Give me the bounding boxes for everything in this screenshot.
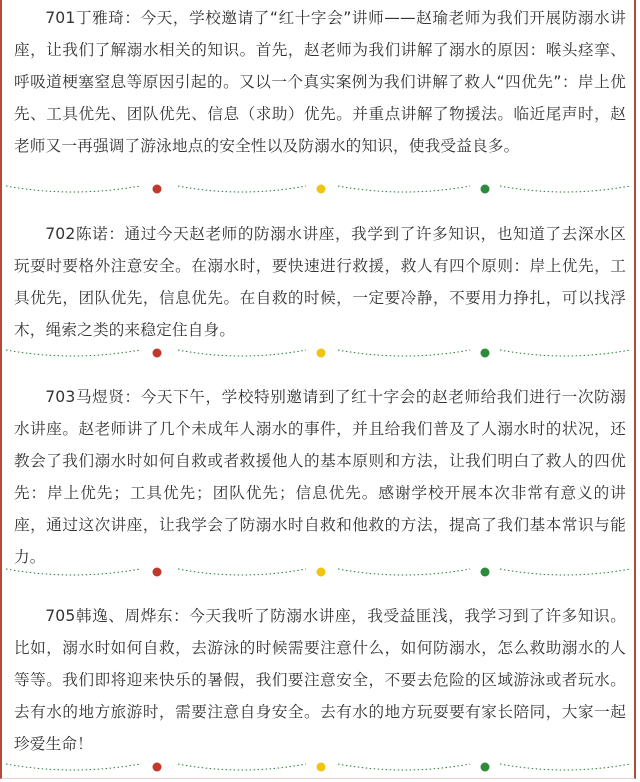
red-dot (153, 763, 162, 772)
green-dot (481, 763, 490, 772)
green-dot (481, 349, 490, 358)
dotted-divider (0, 344, 636, 364)
divider-graphic (0, 563, 636, 583)
divider-arc (6, 569, 140, 575)
divider-arc (6, 186, 140, 192)
divider-arc (6, 764, 140, 770)
divider-arc (338, 569, 470, 575)
dotted-divider (0, 758, 636, 778)
yellow-dot (317, 763, 326, 772)
comment-paragraph-702: 702陈诺：通过今天赵老师的防溺水讲座，我学到了许多知识，也知道了去深水区玩耍时要格外注意安全。在溺水时，要快速进行救援，救人有四个原则：岸上优先，工具优先，团队优先，信息优先。在自救的时候，一定要冷静，不要用力挣扎，可以找浮木，绳索之类的来稳定住自身。 (14, 225, 626, 339)
dotted-divider (0, 180, 636, 200)
divider-graphic (0, 180, 636, 200)
yellow-dot (317, 185, 326, 194)
divider-arc (338, 764, 470, 770)
divider-arc (178, 186, 306, 192)
divider-arc (178, 350, 306, 356)
divider-arc (178, 764, 306, 770)
divider-arc (500, 350, 630, 356)
red-dot (153, 349, 162, 358)
divider-arc (338, 186, 470, 192)
comment-paragraph-701: 701丁雅琦：今天，学校邀请了“红十字会”讲师——赵瑜老师为我们开展防溺水讲座，让我们了解溺水相关的知识。首先，赵老师为我们讲解了溺水的原因：喉头痉挛、呼吸道梗塞窒息等原因引起的。又以一个真实案例为我们讲解了救人“四优先”：岸上优先、工具优先、团队优先、信息（求助）优先。并重点讲解了物援法。临近尾声时，赵老师又一再强调了游泳地点的安全性以及防溺水的知识，使我受益良多。 (14, 9, 626, 155)
yellow-dot (317, 349, 326, 358)
red-dot (153, 568, 162, 577)
yellow-dot (317, 568, 326, 577)
divider-arc (338, 350, 470, 356)
divider-arc (178, 569, 306, 575)
divider-graphic (0, 758, 636, 778)
green-dot (481, 568, 490, 577)
divider-graphic (0, 344, 636, 364)
red-dot (153, 185, 162, 194)
green-dot (481, 185, 490, 194)
divider-arc (500, 764, 630, 770)
comment-paragraph-705: 705韩逸、周烨东：今天我听了防溺水讲座，我受益匪浅，我学习到了许多知识。比如，溺水时如何自救，去游泳的时候需要注意什么，如何防溺水，怎么救助溺水的人等等。我们即将迎来快乐的暑假，我们要注意安全，不要去危险的区域游泳或者玩水。去有水的地方旅游时，需要注意自身安全。去有水的地方玩耍要有家长陪同，大家一起珍爱生命！ (14, 607, 626, 753)
divider-arc (6, 350, 140, 356)
divider-arc (500, 186, 630, 192)
comment-paragraph-703: 703马煜贤：今天下午，学校特别邀请到了红十字会的赵老师给我们进行一次防溺水讲座。赵老师讲了几个未成年人溺水的事件，并且给我们普及了人溺水时的状况，还教会了我们溺水时如何自救或者救援他人的基本原则和方法，让我们明白了救人的四优先：岸上优先；工具优先；团队优先；信息优先。感谢学校开展本次非常有意义的讲座，通过这次讲座，让我学会了防溺水时自救和他救的方法，提高了我们基本常识与能力。 (14, 388, 626, 566)
divider-arc (500, 569, 630, 575)
dotted-divider (0, 563, 636, 583)
